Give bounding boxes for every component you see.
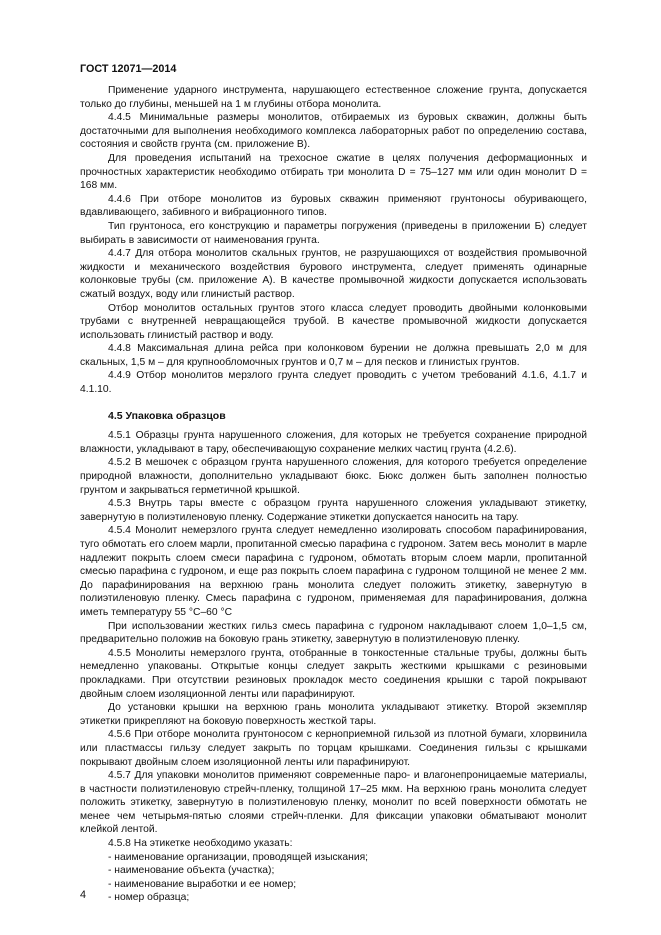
page-number: 4 [80,889,87,901]
paragraph: 4.4.6 При отборе монолитов из буровых скважин применяют грунтоносы обуривающего, вдавливающего, забивного и вибрационного типов. [80,193,587,219]
paragraph: 4.5.1 Образцы грунта нарушенного сложения, для которых не требуется сохранение природной влажности, укладывают в тару, обеспечивающую сохранение мелких частиц грунта (4.2.6). [80,430,587,455]
paragraph: 4.5.5 Монолиты немерзлого грунта, отобранные в тонкостенные стальные трубы, должны быть немедленно упакованы. Открытые концы следует закрыть жесткими крышками с резиновыми прокладками. При отсутствии резиновых прокладок место соединения крышки с тарой покрывают двойным слоем изоляционной ленты или парафинируют. [80,647,587,700]
document-header: ГОСТ 12071—2014 [80,63,177,75]
paragraph: Для проведения испытаний на трехосное сжатие в целях получения деформационных и прочностных характеристик необходимо отбирать три монолита D = 75–127 мм или один монолит D = 168 мм. [80,152,587,192]
document-body [80,84,587,905]
paragraph: 4.5.7 Для упаковки монолитов применяют современные паро- и влагонепроницаемые материалы, в частности полиэтиленовую стрейч-пленку, толщиной 17–25 мкм. На верхнюю грань монолита следует положить этикетку, завернутую в полиэтиленовую пленку, монолит по всей поверхности обмотать не менее чем четырьмя-пятью слоями стрейч-пленки. Для фиксации упаковки обматывают монолит клейкой лентой. [80,770,587,836]
section-title: 4.5 Упаковка образцов [108,409,226,422]
paragraph: 4.5.3 Внутрь тары вместе с образцом грунта нарушенного сложения укладывают этикетку, завернутую в полиэтиленовую пленку. Содержание этикетки допускается наносить на тару. [80,498,587,523]
paragraph: До установки крышки на верхнюю грань монолита укладывают этикетку. Второй экземпляр этикетки прикрепляют на боковую поверхность жесткой тары. [80,702,587,727]
paragraph: Отбор монолитов остальных грунтов этого класса следует проводить двойными колонковыми трубами с внутренней невращающейся трубой. В качестве промывочной жидкости допускается использовать глинистый раствор и воду. [80,302,587,341]
paragraph: 4.4.8 Максимальная длина рейса при колонковом бурении не должна превышать 2,0 м для скальных, 1,5 м – для крупнообломочных грунтов и 0,7 м – для песков и глинистых грунтов. [80,343,587,368]
paragraph: Применение ударного инструмента, нарушающего естественное сложение грунта, допускается только до глубины, меньшей на 1 м глубины отбора монолита. [80,85,587,110]
paragraph: 4.4.5 Минимальные размеры монолитов, отбираемых из буровых скважин, должны быть достаточными для выполнения необходимого комплекса лабораторных работ по определению состава, состояния и свойств грунта (см. приложение В). [80,112,587,151]
paragraph: 4.4.9 Отбор монолитов мерзлого грунта следует проводить с учетом требований 4.1.6, 4.1.7 и 4.1.10. [80,370,587,396]
paragraph: 4.5.4 Монолит немерзлого грунта следует немедленно изолировать способом парафинирования, туго обмотать его слоем марли, пропитанной смесью парафина с гудроном. Затем весь монолит в марле надлежит покрыть слоем смеси парафина с гудроном, обмотать вторым слоем марли, пропитанной смесью парафина с гудроном, и еще раз покрыть слоем парафина с гудроном толщиной не менее 2 мм. До парафинирования на верхнюю грань монолита следует положить этикетку, завернутую в полиэтиленовую пленку. Смесь парафина с гудроном, применяемая для парафинирования, должна иметь температуру 55 °С–60 °С [80,525,587,618]
list-item: - номер образца; [108,892,190,904]
paragraph: 4.5.2 В мешочек с образцом грунта нарушенного сложения, для которого требуется определение природной влажности, дополнительно укладывают бюкс. Бюкс должен быть заполнен полностью грунтом и закрываться герметичной крышкой. [80,457,587,496]
paragraph: 4.4.7 Для отбора монолитов скальных грунтов, не разрушающихся от воздействия промывочной жидкости и механического воздействия бурового инструмента, следует применять одинарные колонковые трубы (см. приложение А). В качестве промывочной жидкости допускается использовать сжатый воздух, воду или глинистый раствор. [80,248,587,300]
paragraph: 4.5.8 На этикетке необходимо указать: [108,838,293,850]
list-item: - наименование объекта (участка); [108,865,275,877]
list-item: - наименование выработки и ее номер; [108,878,297,890]
list-item: - наименование организации, проводящей изыскания; [108,851,369,863]
paragraph: 4.5.6 При отборе монолита грунтоносом с керноприемной гильзой из плотной бумаги, хлорвинила или пластмассы гильзу следует закрыть по торцам крышками. Соединения гильзы с крышками покрывают двойным слоем изоляционной ленты или парафинируют. [80,729,587,768]
paragraph: Тип грунтоноса, его конструкцию и параметры погружения (приведены в приложении Б) следует выбирать в зависимости от наименования грунта. [80,220,587,246]
paragraph: При использовании жестких гильз смесь парафина с гудроном накладывают слоем 1,0–1,5 см, предварительно положив на боковую грань этикетку, завернутую в полиэтиленовую пленку. [80,620,587,646]
